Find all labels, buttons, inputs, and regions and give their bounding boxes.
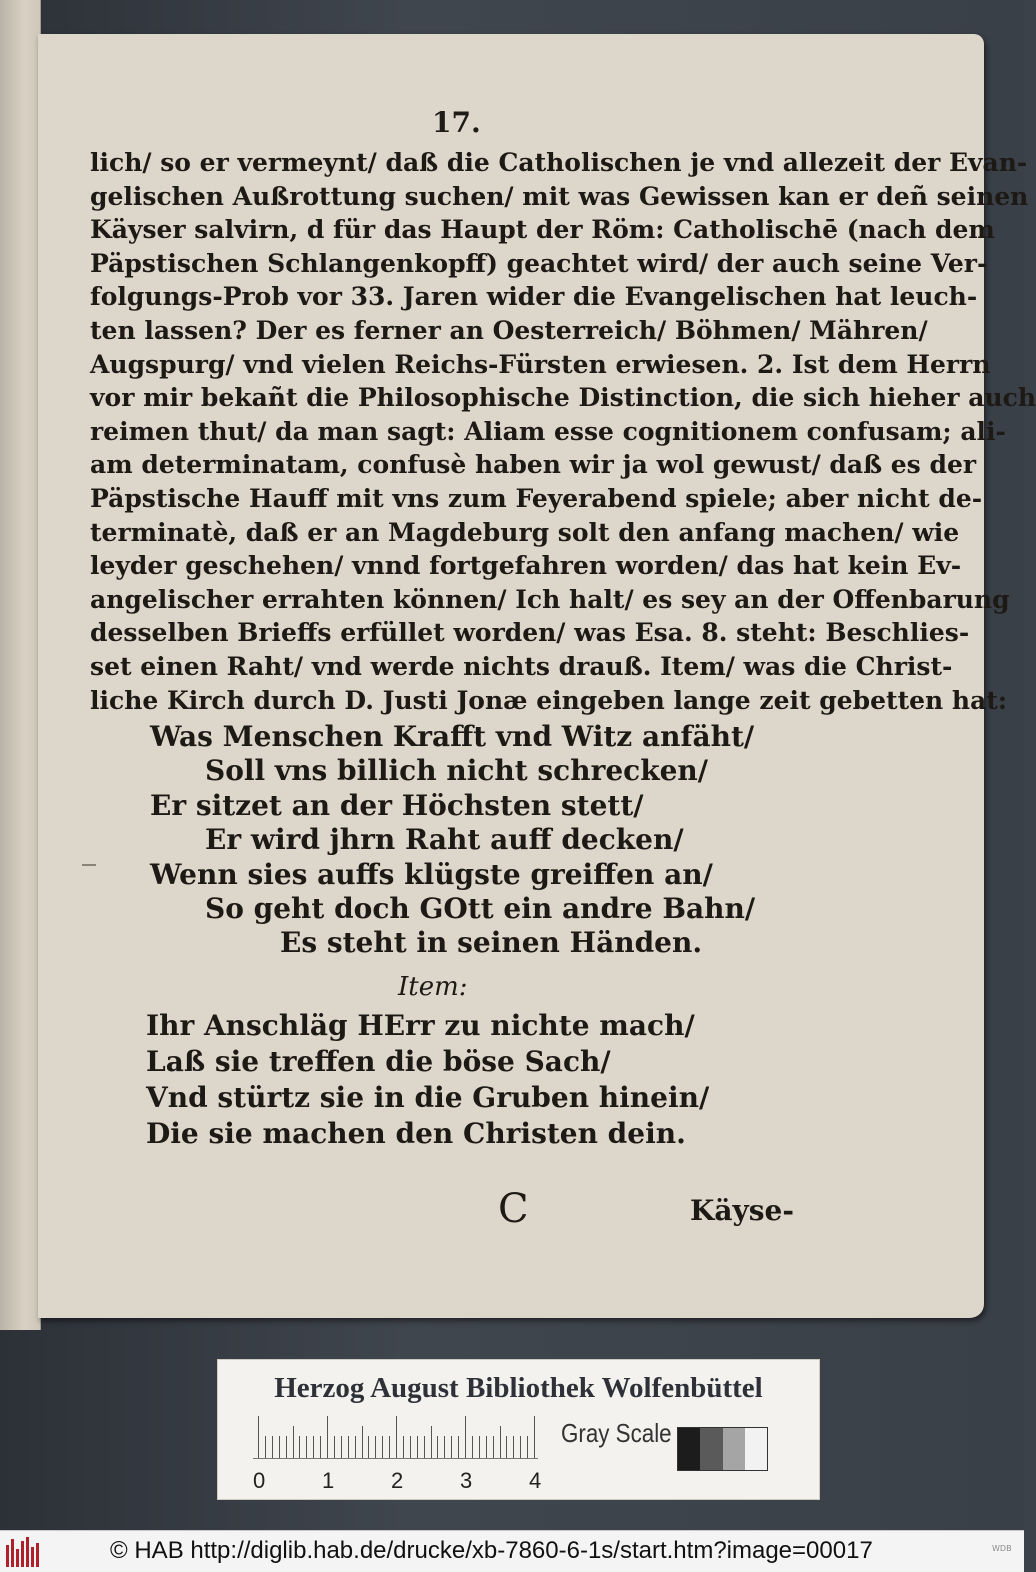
ruler-tick bbox=[313, 1436, 314, 1458]
verse-line: Es steht in seinen Händen. bbox=[280, 926, 703, 960]
ruler-tick bbox=[493, 1436, 494, 1458]
ruler-tick bbox=[355, 1436, 356, 1458]
ruler-tick bbox=[279, 1436, 280, 1458]
ruler-tick bbox=[417, 1436, 418, 1458]
ruler-tick bbox=[513, 1436, 514, 1458]
ruler bbox=[253, 1416, 542, 1493]
text-line: Päpstischen Schlangenkopff) geachtet wird/ der auch seine Ver- bbox=[90, 248, 988, 278]
verse-line: Die sie machen den Christen dein. bbox=[146, 1117, 686, 1150]
text-line: lich/ so er vermeynt/ daß die Catholischen je vnd allezeit der Evan- bbox=[90, 148, 1028, 177]
ruler-tick bbox=[431, 1426, 432, 1458]
ruler-tick bbox=[465, 1416, 466, 1458]
ruler-tick bbox=[258, 1416, 259, 1458]
ruler-label: 0 bbox=[253, 1468, 266, 1493]
text-line: am determinatam, confusè haben wir ja wol gewust/ daß es der bbox=[90, 450, 977, 480]
ruler-tick bbox=[375, 1436, 376, 1458]
verse-line: Wenn sies auffs klügste greiffen an/ bbox=[150, 857, 713, 891]
ruler-tick bbox=[396, 1416, 397, 1458]
text-line: Käyser salvirn, d für das Haupt der Röm: Catholischē (nach dem bbox=[90, 215, 995, 245]
text-line: liche Kirch durch D. Justi Jonæ eingeben lange zeit gebetten hat: bbox=[90, 685, 1008, 715]
page-stack-edge bbox=[0, 0, 41, 1330]
ruler-tick bbox=[437, 1436, 438, 1458]
ruler-tick bbox=[424, 1436, 425, 1458]
ruler-label: 2 bbox=[391, 1468, 404, 1493]
ruler-tick bbox=[444, 1436, 445, 1458]
verse-line: Vnd stürtz sie in die Gruben hinein/ bbox=[146, 1081, 710, 1114]
ruler-tick bbox=[506, 1436, 507, 1458]
text-line: leyder geschehen/ vnnd fortgefahren worden/ das hat kein Ev- bbox=[90, 551, 962, 581]
text-line: folgungs-Prob vor 33. Jaren wider die Evangelischen hat leuch- bbox=[90, 282, 978, 312]
verse-line: So geht doch GOtt ein andre Bahn/ bbox=[205, 892, 756, 926]
margin-mark bbox=[82, 864, 96, 866]
ruler-tick bbox=[299, 1436, 300, 1458]
item-heading: Item: bbox=[398, 972, 468, 1002]
ruler-tick bbox=[368, 1436, 369, 1458]
verse-line: Was Menschen Krafft vnd Witz anfäht/ bbox=[150, 720, 755, 753]
verse-line: Ihr Anschläg HErr zu nichte mach/ bbox=[146, 1009, 695, 1042]
ruler-tick bbox=[500, 1426, 501, 1458]
gray-scale-swatches bbox=[677, 1427, 768, 1471]
text-line: Augspurg/ vnd vielen Reichs-Fürsten erwiesen. 2. Ist dem Herrn bbox=[90, 349, 991, 379]
gray-swatch bbox=[678, 1428, 700, 1470]
catchword: Käyse- bbox=[690, 1194, 794, 1227]
verse-prayer bbox=[146, 1008, 709, 1152]
ruler-tick bbox=[348, 1436, 349, 1458]
footer-mark: WDB bbox=[992, 1544, 1012, 1553]
ruler-label: 1 bbox=[322, 1468, 335, 1493]
library-name: Herzog August Bibliothek Wolfenbüttel bbox=[274, 1372, 763, 1404]
text-line: angelischer errahten können/ Ich halt/ es sey an der Offenbarung bbox=[90, 584, 1010, 614]
gray-scale-label: Gray Scale bbox=[561, 1418, 672, 1448]
text-line: gelischen Außrottung suchen/ mit was Gewissen kan er deñ seinen bbox=[90, 181, 1029, 211]
ruler-tick bbox=[410, 1436, 411, 1458]
ruler-label: 3 bbox=[460, 1468, 473, 1493]
signature-mark: C bbox=[498, 1186, 529, 1232]
ruler-tick bbox=[479, 1436, 480, 1458]
gray-swatch bbox=[745, 1428, 767, 1470]
ruler-tick bbox=[389, 1436, 390, 1458]
ruler-tick bbox=[272, 1436, 273, 1458]
ruler-tick bbox=[286, 1436, 287, 1458]
text-line: desselben Brieffs erfüllet worden/ was Esa. 8. steht: Beschlies- bbox=[90, 618, 970, 648]
text-line: vor mir bekañt die Philosophische Distinction, die sich hieher auch bbox=[90, 383, 1036, 413]
text-line: terminatè, daß er an Magdeburg solt den anfang machen/ wie bbox=[90, 517, 960, 547]
ruler-tick bbox=[293, 1426, 294, 1458]
ruler-tick bbox=[458, 1436, 459, 1458]
verse-line: Er wird jhrn Raht auff decken/ bbox=[205, 823, 684, 857]
ruler-baseline bbox=[253, 1458, 538, 1459]
ruler-tick bbox=[306, 1436, 307, 1458]
library-color-card bbox=[217, 1359, 820, 1500]
ruler-tick bbox=[403, 1436, 404, 1458]
text-line: set einen Raht/ vnd werde nichts drauß. Item/ was die Christ- bbox=[90, 651, 953, 681]
ruler-tick bbox=[520, 1436, 521, 1458]
verse-line: Laß sie treffen die böse Sach/ bbox=[146, 1045, 611, 1078]
text-line: reimen thut/ da man sagt: Aliam esse cognitionem confusam; ali- bbox=[90, 416, 1006, 446]
footer-url[interactable]: © HAB http://diglib.hab.de/drucke/xb-7860-6-1s/start.htm?image=00017 bbox=[110, 1537, 873, 1564]
verse-line: Er sitzet an der Höchsten stett/ bbox=[150, 788, 644, 822]
ruler-tick bbox=[265, 1436, 266, 1458]
ruler-tick bbox=[534, 1416, 535, 1458]
verse-line: Soll vns billich nicht schrecken/ bbox=[205, 754, 709, 788]
hab-logo-icon bbox=[6, 1537, 44, 1567]
verse-hymn bbox=[150, 720, 755, 961]
ruler-tick bbox=[362, 1426, 363, 1458]
page-number: 17. bbox=[432, 106, 481, 139]
ruler-tick bbox=[334, 1436, 335, 1458]
footer-bar bbox=[0, 1530, 1024, 1572]
gray-swatch bbox=[723, 1428, 745, 1470]
ruler-tick bbox=[486, 1436, 487, 1458]
ruler-tick bbox=[472, 1436, 473, 1458]
ruler-tick bbox=[527, 1436, 528, 1458]
ruler-tick bbox=[451, 1436, 452, 1458]
ruler-tick bbox=[327, 1416, 328, 1458]
ruler-tick bbox=[341, 1436, 342, 1458]
gray-swatch bbox=[700, 1428, 722, 1470]
ruler-tick bbox=[382, 1436, 383, 1458]
text-line: ten lassen? Der es ferner an Oesterreich/ Böhmen/ Mähren/ bbox=[90, 315, 928, 345]
ruler-tick bbox=[320, 1436, 321, 1458]
body-text bbox=[90, 146, 1036, 717]
ruler-label: 4 bbox=[529, 1468, 542, 1493]
text-line: Päpstische Hauff mit vns zum Feyerabend spiele; aber nicht de- bbox=[90, 483, 983, 513]
